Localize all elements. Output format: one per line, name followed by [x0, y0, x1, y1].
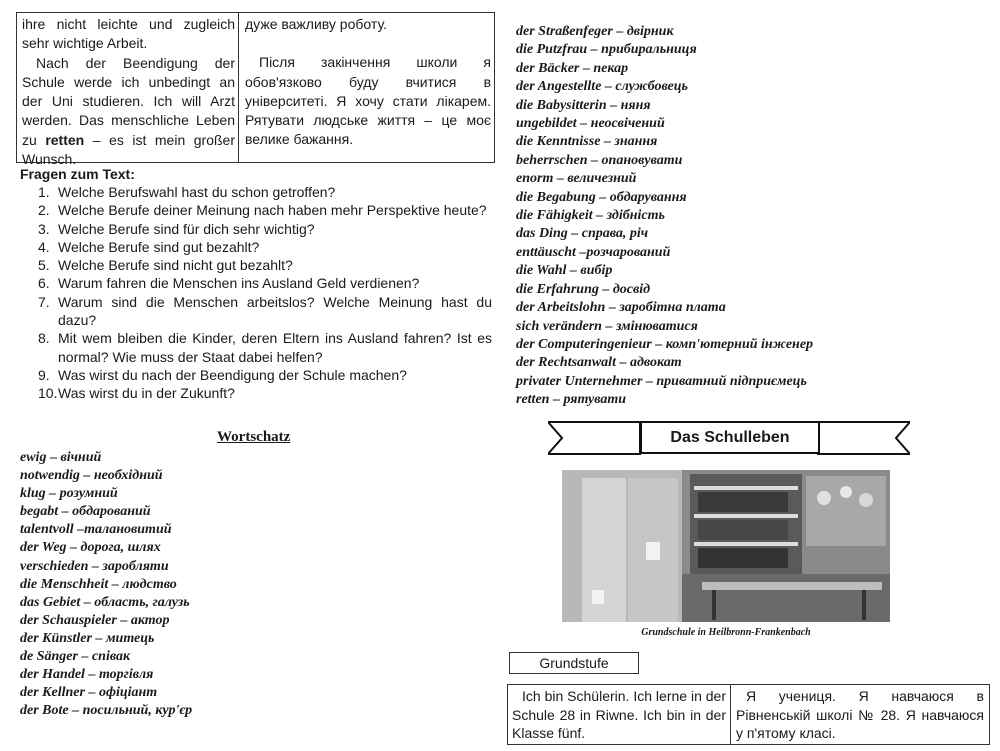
ukrainian-text-line: дуже важливу роботу. — [245, 16, 387, 32]
question-number: 1. — [38, 184, 50, 200]
question-number: 5. — [38, 257, 50, 274]
vocabulary-list-right — [516, 23, 813, 410]
vocabulary-entry: die Putzfrau – прибиральниця — [516, 42, 697, 58]
question-item — [38, 183, 492, 201]
vocabulary-entry: die Begabung – обдарування — [516, 189, 687, 205]
question-item — [38, 238, 492, 256]
question-number: 9. — [38, 366, 50, 383]
question-number: 10. — [38, 385, 58, 402]
vocabulary-entry: enorm – величезний — [516, 171, 637, 187]
vocabulary-entry: die Kenntnisse – знання — [516, 134, 658, 150]
level-label: Grundstufe — [509, 652, 639, 674]
question-number: 6. — [38, 275, 50, 292]
ukrainian-paragraph: Я учениця. Я навчаюся в Рівненській школі № 28. Я навчаюся у п'ятому класі. — [736, 688, 984, 741]
vocabulary-entry: der Kellner – офіціант — [20, 685, 158, 701]
column-divider — [730, 685, 731, 744]
question-text: Warum sind die Menschen arbeitslos? Welche Meinung hast du dazu? — [58, 293, 492, 329]
question-number: 8. — [38, 330, 50, 347]
vocabulary-entry: die Menschheit – людство — [20, 576, 177, 592]
vocabulary-entry: der Straßenfeger – двірник — [516, 24, 674, 39]
question-text: Welche Berufe sind gut bezahlt? — [58, 238, 260, 255]
column-divider — [238, 13, 239, 162]
question-text: Was wirst du in der Zukunft? — [58, 385, 235, 402]
vocabulary-entry: der Computeringenieur – комп'ютерний інженер — [516, 336, 814, 352]
vocabulary-entry: die Wahl – вибір — [516, 263, 613, 279]
questions-list — [38, 183, 492, 403]
vocabulary-entry: ewig – вічний — [20, 450, 102, 465]
question-item — [38, 220, 492, 238]
vocabulary-entry: das Ding – справа, річ — [516, 226, 649, 242]
question-text: Warum fahren die Menschen ins Ausland Geld verdienen? — [58, 275, 420, 292]
vocabulary-entry: notwendig – необхідний — [20, 468, 163, 484]
section-title: Das Schulleben — [640, 421, 820, 454]
vocabulary-entry: verschieden – заробляти — [20, 558, 169, 574]
question-text: Welche Berufswahl hast du schon getroffen? — [58, 184, 336, 200]
question-item — [38, 201, 492, 219]
vocabulary-entry: ungebildet – неосвічений — [516, 116, 665, 132]
question-number: 7. — [38, 293, 50, 310]
photo-caption: Grundschule in Heilbronn-Frankenbach — [641, 627, 811, 638]
question-item — [38, 366, 492, 384]
question-number: 2. — [38, 202, 50, 219]
vocabulary-list-left — [20, 449, 192, 720]
question-item — [38, 329, 492, 366]
vocabulary-entry: der Weg – дорога, шлях — [20, 540, 161, 556]
german-paragraph: Ich bin Schülerin. Ich lerne in der Schule 28 in Riwne. Ich bin in der Klasse fünf. — [512, 688, 726, 741]
vocabulary-entry: de Sänger – співак — [20, 649, 131, 665]
bilingual-text-table — [16, 12, 495, 168]
vocabulary-entry: begabt – обдарований — [20, 504, 151, 520]
question-text: Welche Berufe sind für dich sehr wichtig? — [58, 220, 315, 237]
vocabulary-entry: die Fähigkeit – здібність — [516, 208, 665, 224]
german-text-line: ihre nicht leichte und zugleich sehr wichtige Arbeit. — [22, 16, 235, 52]
question-number: 3. — [38, 220, 50, 237]
question-text: Was wirst du nach der Beendigung der Schule machen? — [58, 366, 407, 383]
vocabulary-entry: der Künstler – митець — [20, 630, 155, 646]
vocabulary-entry: talentvoll –талановитий — [20, 522, 172, 538]
vocabulary-entry: klug – розумний — [20, 486, 118, 502]
vocabulary-entry: retten – рятувати — [516, 392, 627, 408]
vocabulary-entry: der Rechtsanwalt – адвокат — [516, 355, 682, 371]
vocabulary-entry: der Bote – посильний, кур'єр — [20, 703, 193, 719]
vocabulary-entry: beherrschen – опановувати — [516, 152, 683, 168]
vocabulary-entry: enttäuscht –розчарований — [516, 244, 671, 260]
vocabulary-entry: die Erfahrung – досвід — [516, 281, 651, 297]
classroom-photo — [562, 470, 890, 622]
german-text: – es ist mein großer Wunsch. — [22, 131, 235, 168]
german-column — [22, 15, 235, 169]
german-text: Nach der Beendigung der Schule werde ich unbedingt an der Uni studieren. Ich will Arzt werden. Das menschliche Leben zu — [22, 54, 235, 148]
vocabulary-entry: der Bäcker – пекар — [516, 60, 629, 76]
vocabulary-entry: das Gebiet – область, галузь — [20, 594, 190, 610]
vocabulary-entry: sich verändern – змінюватися — [516, 318, 698, 334]
spacer — [245, 34, 491, 53]
question-text: Welche Berufe sind nicht gut bezahlt? — [58, 257, 293, 274]
question-text: Mit wem bleiben die Kinder, deren Eltern ins Ausland fahren? Ist es normal? Wie muss der Staat dabei helfen? — [58, 330, 492, 365]
vocabulary-entry: der Angestellte – службовець — [516, 79, 688, 95]
vocabulary-heading: Wortschatz — [217, 429, 291, 445]
question-item — [38, 256, 492, 274]
question-item — [38, 293, 492, 330]
question-item — [38, 274, 492, 292]
ukrainian-column — [245, 15, 491, 150]
vocabulary-entry: der Schauspieler – актор — [20, 612, 170, 628]
vocabulary-entry: die Babysitterin – няня — [516, 97, 651, 113]
ukrainian-paragraph: Після закінчення школи я обов'язково буду вчитися в університеті. Я хочу стати лікарем. Рятувати людське життя – це моє велике бажання. — [245, 54, 491, 148]
vocabulary-entry: der Handel – торгівля — [20, 667, 154, 683]
vocabulary-entry: privater Unternehmer – приватний підприємець — [516, 373, 807, 389]
questions-heading: Fragen zum Text: — [20, 166, 135, 182]
question-number: 4. — [38, 238, 50, 255]
bold-word: retten — [45, 131, 85, 148]
bilingual-text-table-bottom — [507, 684, 990, 745]
german-paragraph — [22, 54, 235, 170]
question-item — [38, 384, 492, 402]
question-text: Welche Berufe deiner Meinung nach haben mehr Perspektive heute? — [58, 202, 487, 219]
vocabulary-entry: der Arbeitslohn – заробітна плата — [516, 300, 726, 316]
